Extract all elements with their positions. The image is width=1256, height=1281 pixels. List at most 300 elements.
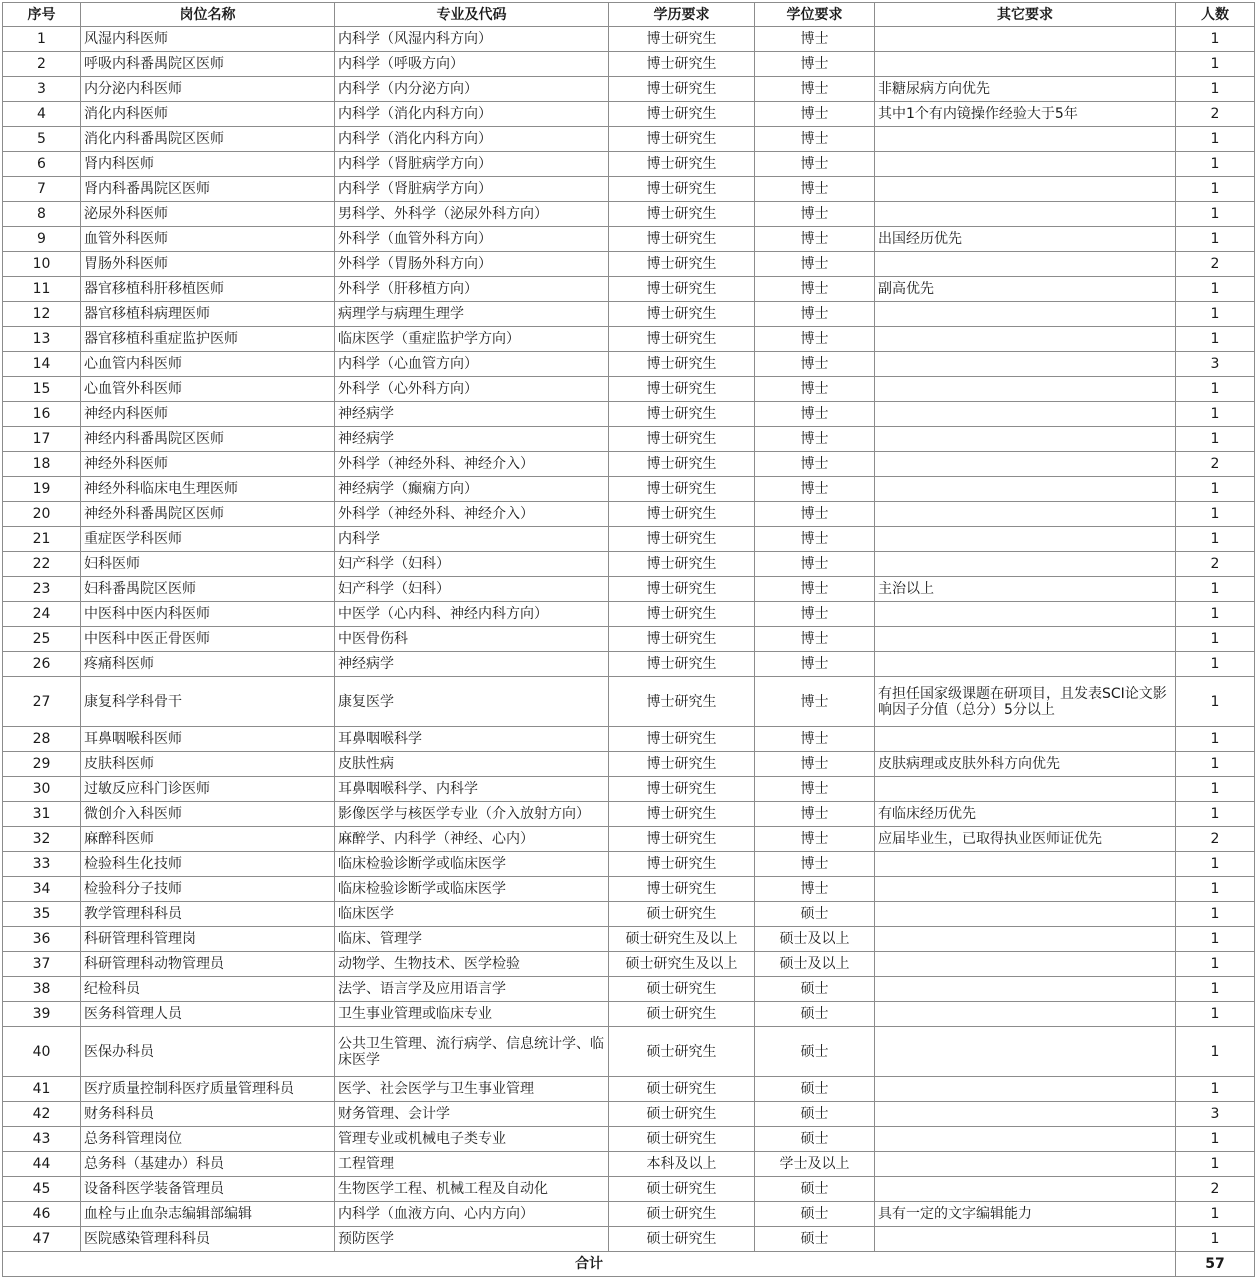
table-row [3,527,1255,552]
cell-degree: 博士 [755,127,875,152]
cell-degree: 博士 [755,602,875,627]
cell-position: 医务科管理人员 [81,1002,335,1027]
cell-education: 博士研究生 [609,27,755,52]
cell-major: 皮肤性病 [335,752,609,777]
cell-other [875,927,1176,952]
cell-position: 疼痛科医师 [81,652,335,677]
cell-no: 47 [3,1227,81,1252]
table-row [3,77,1255,102]
cell-education: 博士研究生 [609,202,755,227]
cell-other [875,952,1176,977]
cell-no: 15 [3,377,81,402]
cell-major: 临床、管理学 [335,927,609,952]
cell-position: 皮肤科医师 [81,752,335,777]
cell-no: 27 [3,677,81,727]
cell-degree: 博士 [755,577,875,602]
cell-education: 博士研究生 [609,277,755,302]
cell-major: 内科学（血液方向、心内方向） [335,1202,609,1227]
table-row [3,177,1255,202]
recruitment-table [2,2,1255,1277]
cell-other [875,327,1176,352]
cell-position: 微创介入科医师 [81,802,335,827]
cell-education: 硕士研究生 [609,977,755,1002]
table-row [3,602,1255,627]
table-row [3,427,1255,452]
cell-major: 内科学（呼吸方向） [335,52,609,77]
cell-major: 男科学、外科学（泌尿外科方向） [335,202,609,227]
cell-education: 博士研究生 [609,677,755,727]
table-row [3,577,1255,602]
cell-position: 神经内科医师 [81,402,335,427]
cell-other: 非糖尿病方向优先 [875,77,1176,102]
cell-degree: 硕士 [755,977,875,1002]
cell-education: 博士研究生 [609,177,755,202]
total-label: 合计 [3,1252,1176,1277]
cell-other [875,1002,1176,1027]
cell-no: 46 [3,1202,81,1227]
cell-no: 4 [3,102,81,127]
cell-position: 神经外科医师 [81,452,335,477]
cell-count: 1 [1176,577,1255,602]
cell-education: 硕士研究生 [609,1077,755,1102]
cell-education: 博士研究生 [609,627,755,652]
table-row [3,977,1255,1002]
cell-degree: 硕士及以上 [755,927,875,952]
header-education: 学历要求 [609,3,755,27]
cell-education: 博士研究生 [609,377,755,402]
cell-major: 财务管理、会计学 [335,1102,609,1127]
cell-no: 16 [3,402,81,427]
table-row [3,1152,1255,1177]
table-row [3,752,1255,777]
cell-count: 1 [1176,52,1255,77]
table-row [3,127,1255,152]
cell-degree: 博士 [755,27,875,52]
cell-major: 外科学（肝移植方向） [335,277,609,302]
cell-major: 预防医学 [335,1227,609,1252]
cell-other: 皮肤病理或皮肤外科方向优先 [875,752,1176,777]
cell-position: 消化内科医师 [81,102,335,127]
cell-no: 25 [3,627,81,652]
cell-count: 2 [1176,1177,1255,1202]
cell-position: 设备科医学装备管理员 [81,1177,335,1202]
cell-position: 呼吸内科番禺院区医师 [81,52,335,77]
cell-no: 45 [3,1177,81,1202]
cell-other: 出国经历优先 [875,227,1176,252]
cell-position: 肾内科番禺院区医师 [81,177,335,202]
cell-position: 检验科分子技师 [81,877,335,902]
cell-other: 其中1个有内镜操作经验大于5年 [875,102,1176,127]
cell-count: 1 [1176,927,1255,952]
cell-degree: 博士 [755,252,875,277]
cell-count: 1 [1176,527,1255,552]
cell-no: 42 [3,1102,81,1127]
cell-position: 肾内科医师 [81,152,335,177]
cell-count: 1 [1176,1027,1255,1077]
header-major: 专业及代码 [335,3,609,27]
table-row [3,452,1255,477]
cell-count: 1 [1176,27,1255,52]
cell-major: 妇产科学（妇科） [335,577,609,602]
cell-other [875,202,1176,227]
cell-education: 博士研究生 [609,552,755,577]
cell-major: 临床医学（重症监护学方向） [335,327,609,352]
cell-degree: 博士 [755,177,875,202]
cell-major: 麻醉学、内科学（神经、心内） [335,827,609,852]
cell-other [875,977,1176,1002]
cell-education: 博士研究生 [609,452,755,477]
cell-major: 临床检验诊断学或临床医学 [335,852,609,877]
cell-other [875,1077,1176,1102]
table-row [3,777,1255,802]
cell-no: 44 [3,1152,81,1177]
cell-degree: 博士 [755,352,875,377]
cell-other [875,652,1176,677]
cell-major: 内科学（心血管方向） [335,352,609,377]
cell-major: 病理学与病理生理学 [335,302,609,327]
cell-no: 9 [3,227,81,252]
cell-degree: 博士 [755,227,875,252]
cell-position: 医院感染管理科科员 [81,1227,335,1252]
cell-count: 1 [1176,502,1255,527]
cell-position: 科研管理科动物管理员 [81,952,335,977]
cell-degree: 博士 [755,827,875,852]
cell-count: 1 [1176,977,1255,1002]
cell-count: 1 [1176,1077,1255,1102]
table-row [3,352,1255,377]
cell-degree: 博士 [755,102,875,127]
cell-major: 外科学（神经外科、神经介入） [335,452,609,477]
cell-count: 1 [1176,727,1255,752]
cell-other: 应届毕业生，已取得执业医师证优先 [875,827,1176,852]
total-row [3,1252,1255,1277]
cell-other [875,727,1176,752]
cell-position: 总务科管理岗位 [81,1127,335,1152]
cell-other [875,527,1176,552]
cell-education: 硕士研究生 [609,1102,755,1127]
cell-other [875,1127,1176,1152]
table-row [3,1102,1255,1127]
cell-other [875,402,1176,427]
table-row [3,27,1255,52]
cell-count: 1 [1176,627,1255,652]
cell-count: 1 [1176,902,1255,927]
cell-degree: 博士 [755,477,875,502]
cell-no: 40 [3,1027,81,1077]
cell-education: 博士研究生 [609,252,755,277]
cell-count: 1 [1176,477,1255,502]
cell-major: 临床医学 [335,902,609,927]
cell-other [875,452,1176,477]
cell-other [875,602,1176,627]
cell-no: 23 [3,577,81,602]
cell-major: 影像医学与核医学专业（介入放射方向） [335,802,609,827]
cell-major: 动物学、生物技术、医学检验 [335,952,609,977]
cell-no: 21 [3,527,81,552]
cell-major: 康复医学 [335,677,609,727]
cell-other [875,1177,1176,1202]
cell-education: 博士研究生 [609,527,755,552]
cell-no: 10 [3,252,81,277]
table-row [3,877,1255,902]
cell-other [875,127,1176,152]
cell-other [875,427,1176,452]
cell-education: 博士研究生 [609,652,755,677]
cell-major: 神经病学 [335,427,609,452]
cell-other [875,152,1176,177]
cell-other [875,1152,1176,1177]
cell-other [875,1227,1176,1252]
cell-education: 博士研究生 [609,777,755,802]
cell-degree: 博士 [755,202,875,227]
cell-no: 7 [3,177,81,202]
cell-education: 博士研究生 [609,502,755,527]
cell-count: 2 [1176,452,1255,477]
cell-major: 神经病学（癫痫方向） [335,477,609,502]
cell-degree: 博士 [755,377,875,402]
cell-major: 神经病学 [335,652,609,677]
cell-position: 中医科中医内科医师 [81,602,335,627]
cell-degree: 硕士 [755,902,875,927]
cell-education: 本科及以上 [609,1152,755,1177]
cell-degree: 博士 [755,852,875,877]
table-row [3,52,1255,77]
header-no: 序号 [3,3,81,27]
cell-degree: 博士 [755,877,875,902]
cell-position: 内分泌内科医师 [81,77,335,102]
cell-education: 博士研究生 [609,477,755,502]
cell-position: 麻醉科医师 [81,827,335,852]
cell-other [875,27,1176,52]
cell-degree: 博士 [755,527,875,552]
cell-degree: 博士 [755,752,875,777]
cell-education: 博士研究生 [609,577,755,602]
cell-position: 中医科中医正骨医师 [81,627,335,652]
table-row [3,952,1255,977]
cell-other: 具有一定的文字编辑能力 [875,1202,1176,1227]
cell-education: 博士研究生 [609,402,755,427]
cell-degree: 博士 [755,52,875,77]
cell-position: 医疗质量控制科医疗质量管理科员 [81,1077,335,1102]
cell-major: 生物医学工程、机械工程及自动化 [335,1177,609,1202]
cell-no: 36 [3,927,81,952]
cell-education: 博士研究生 [609,77,755,102]
cell-position: 教学管理科科员 [81,902,335,927]
table-row [3,827,1255,852]
table-row [3,1202,1255,1227]
cell-education: 硕士研究生 [609,1002,755,1027]
cell-education: 硕士研究生 [609,1227,755,1252]
cell-other [875,352,1176,377]
cell-education: 博士研究生 [609,352,755,377]
cell-major: 公共卫生管理、流行病学、信息统计学、临床医学 [335,1027,609,1077]
cell-other: 有担任国家级课题在研项目，且发表SCI论文影响因子分值（总分）5分以上 [875,677,1176,727]
table-row [3,102,1255,127]
cell-major: 内科学（消化内科方向） [335,102,609,127]
cell-major: 中医骨伤科 [335,627,609,652]
cell-other [875,177,1176,202]
cell-position: 心血管外科医师 [81,377,335,402]
cell-major: 内科学（消化内科方向） [335,127,609,152]
cell-position: 科研管理科管理岗 [81,927,335,952]
cell-degree: 博士 [755,327,875,352]
cell-position: 耳鼻咽喉科医师 [81,727,335,752]
cell-other [875,1102,1176,1127]
cell-no: 38 [3,977,81,1002]
cell-major: 外科学（神经外科、神经介入） [335,502,609,527]
cell-degree: 硕士 [755,1077,875,1102]
cell-count: 1 [1176,227,1255,252]
table-row [3,327,1255,352]
cell-degree: 博士 [755,677,875,727]
cell-degree: 硕士 [755,1202,875,1227]
cell-count: 2 [1176,252,1255,277]
header-degree: 学位要求 [755,3,875,27]
cell-position: 总务科（基建办）科员 [81,1152,335,1177]
cell-no: 3 [3,77,81,102]
cell-education: 博士研究生 [609,52,755,77]
cell-position: 重症医学科医师 [81,527,335,552]
cell-no: 26 [3,652,81,677]
cell-no: 43 [3,1127,81,1152]
cell-education: 博士研究生 [609,327,755,352]
table-row [3,402,1255,427]
cell-count: 1 [1176,677,1255,727]
cell-position: 妇科番禺院区医师 [81,577,335,602]
cell-degree: 学士及以上 [755,1152,875,1177]
cell-degree: 博士 [755,802,875,827]
cell-degree: 硕士 [755,1177,875,1202]
table-row [3,852,1255,877]
cell-education: 硕士研究生及以上 [609,952,755,977]
cell-major: 耳鼻咽喉科学、内科学 [335,777,609,802]
cell-degree: 博士 [755,452,875,477]
cell-other [875,252,1176,277]
cell-position: 医保办科员 [81,1027,335,1077]
cell-degree: 博士 [755,627,875,652]
table-row [3,152,1255,177]
cell-position: 妇科医师 [81,552,335,577]
cell-position: 胃肠外科医师 [81,252,335,277]
cell-major: 耳鼻咽喉科学 [335,727,609,752]
cell-count: 2 [1176,102,1255,127]
cell-other: 副高优先 [875,277,1176,302]
cell-major: 内科学 [335,527,609,552]
cell-education: 博士研究生 [609,602,755,627]
cell-no: 24 [3,602,81,627]
cell-no: 41 [3,1077,81,1102]
cell-other [875,852,1176,877]
cell-major: 内科学（风湿内科方向） [335,27,609,52]
cell-count: 1 [1176,127,1255,152]
cell-position: 过敏反应科门诊医师 [81,777,335,802]
cell-degree: 博士 [755,727,875,752]
cell-count: 1 [1176,327,1255,352]
cell-no: 5 [3,127,81,152]
cell-no: 12 [3,302,81,327]
header-row [3,3,1255,27]
cell-major: 中医学（心内科、神经内科方向） [335,602,609,627]
cell-education: 硕士研究生 [609,1127,755,1152]
cell-major: 管理专业或机械电子类专业 [335,1127,609,1152]
cell-no: 30 [3,777,81,802]
cell-position: 风湿内科医师 [81,27,335,52]
table-row [3,502,1255,527]
cell-education: 博士研究生 [609,827,755,852]
table-row [3,927,1255,952]
cell-count: 1 [1176,1002,1255,1027]
cell-major: 工程管理 [335,1152,609,1177]
table-row [3,677,1255,727]
cell-no: 22 [3,552,81,577]
cell-position: 器官移植科病理医师 [81,302,335,327]
cell-education: 硕士研究生 [609,1177,755,1202]
cell-no: 11 [3,277,81,302]
cell-position: 血管外科医师 [81,227,335,252]
cell-other [875,877,1176,902]
table-row [3,802,1255,827]
cell-degree: 硕士 [755,1027,875,1077]
cell-degree: 博士 [755,277,875,302]
cell-education: 博士研究生 [609,852,755,877]
cell-degree: 博士 [755,427,875,452]
cell-no: 13 [3,327,81,352]
cell-major: 外科学（心外科方向） [335,377,609,402]
cell-education: 博士研究生 [609,752,755,777]
cell-count: 1 [1176,177,1255,202]
cell-no: 32 [3,827,81,852]
cell-count: 1 [1176,152,1255,177]
cell-major: 外科学（胃肠外科方向） [335,252,609,277]
cell-other [875,552,1176,577]
cell-no: 31 [3,802,81,827]
header-other: 其它要求 [875,3,1176,27]
cell-education: 硕士研究生 [609,902,755,927]
cell-degree: 博士 [755,502,875,527]
table-row [3,227,1255,252]
cell-position: 器官移植科重症监护医师 [81,327,335,352]
table-row [3,1027,1255,1077]
cell-major: 外科学（血管外科方向） [335,227,609,252]
cell-no: 19 [3,477,81,502]
cell-other [875,377,1176,402]
cell-major: 妇产科学（妇科） [335,552,609,577]
table-row [3,377,1255,402]
cell-education: 博士研究生 [609,102,755,127]
cell-no: 39 [3,1002,81,1027]
table-row [3,902,1255,927]
cell-degree: 博士 [755,152,875,177]
table-row [3,727,1255,752]
cell-no: 2 [3,52,81,77]
cell-count: 2 [1176,552,1255,577]
cell-count: 1 [1176,1152,1255,1177]
cell-position: 神经外科临床电生理医师 [81,477,335,502]
cell-position: 神经内科番禺院区医师 [81,427,335,452]
cell-major: 神经病学 [335,402,609,427]
cell-count: 1 [1176,377,1255,402]
cell-count: 1 [1176,1127,1255,1152]
cell-education: 博士研究生 [609,427,755,452]
table-row [3,1127,1255,1152]
cell-other [875,1027,1176,1077]
cell-position: 器官移植科肝移植医师 [81,277,335,302]
cell-degree: 博士 [755,777,875,802]
cell-no: 17 [3,427,81,452]
cell-count: 1 [1176,652,1255,677]
total-count: 57 [1176,1252,1255,1277]
table-row [3,252,1255,277]
